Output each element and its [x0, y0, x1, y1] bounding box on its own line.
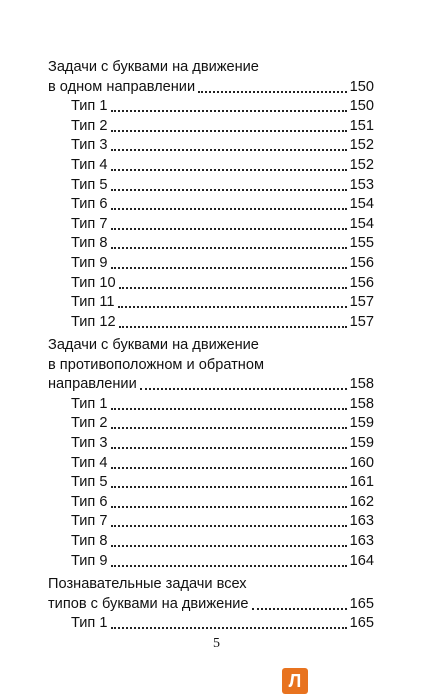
toc-entry-label: Тип 1 — [71, 98, 108, 115]
toc-entry-label: Тип 9 — [71, 552, 108, 569]
toc-entry[interactable] — [48, 156, 374, 176]
toc-section-3 — [48, 575, 374, 634]
dot-leader — [111, 552, 347, 567]
toc-entry[interactable] — [48, 375, 374, 395]
toc-entry[interactable] — [48, 473, 374, 493]
dot-leader — [111, 117, 347, 132]
dot-leader — [111, 614, 347, 629]
toc-entry-label: Тип 4 — [71, 156, 108, 173]
section-heading-line — [48, 356, 374, 376]
dot-leader — [111, 195, 347, 210]
dot-leader — [119, 274, 347, 289]
dot-leader — [198, 78, 347, 93]
toc-entry-page: 152 — [349, 156, 374, 173]
toc-entry-page: 160 — [349, 454, 374, 471]
toc-entry-page: 163 — [349, 532, 374, 549]
toc-entry[interactable] — [48, 395, 374, 415]
dot-leader — [119, 313, 347, 328]
dot-leader — [111, 512, 347, 527]
toc-entry[interactable] — [48, 136, 374, 156]
page-number: 5 — [213, 636, 220, 651]
dot-leader — [140, 375, 347, 390]
section-heading-line — [48, 575, 374, 595]
toc-entry-page: 157 — [349, 313, 374, 330]
section-heading-text: Задачи с буквами на движение — [48, 59, 259, 75]
toc-entry-page: 153 — [349, 176, 374, 193]
toc-entry[interactable] — [48, 117, 374, 137]
toc-entry-label: Тип 3 — [71, 434, 108, 451]
dot-leader — [111, 395, 347, 410]
toc-entry[interactable] — [48, 274, 374, 294]
toc-entry-page: 158 — [349, 395, 374, 412]
toc-entry-page: 157 — [349, 294, 374, 311]
toc-entry[interactable] — [48, 97, 374, 117]
toc-entry-page: 154 — [349, 215, 374, 232]
toc-entry-label: Тип 12 — [71, 313, 116, 330]
toc-entry[interactable] — [48, 493, 374, 513]
publisher-logo-icon: Л — [282, 668, 308, 694]
dot-leader — [118, 293, 347, 308]
section-heading-text: в противоположном и обратном — [48, 356, 265, 373]
toc-entry-label: Тип 9 — [71, 254, 108, 271]
toc-entry-label: в одном направлении — [48, 78, 196, 95]
toc-entry-page: 162 — [349, 493, 374, 510]
dot-leader — [111, 215, 347, 230]
section-heading-line — [48, 336, 374, 356]
dot-leader — [111, 414, 347, 429]
toc-entry-page: 156 — [349, 254, 374, 271]
section-heading-text: Задачи с буквами на движение — [48, 337, 259, 353]
toc-entry-page: 165 — [349, 595, 374, 612]
toc-entry[interactable] — [48, 614, 374, 634]
toc-entry[interactable] — [48, 293, 374, 313]
toc-entry-label: Тип 2 — [71, 117, 108, 134]
toc-section-1 — [48, 58, 374, 332]
dot-leader — [111, 493, 347, 508]
toc-entry[interactable] — [48, 532, 374, 552]
toc-entry[interactable] — [48, 414, 374, 434]
toc-entry[interactable] — [48, 176, 374, 196]
toc-entry-label: Тип 8 — [71, 532, 108, 549]
dot-leader — [111, 254, 347, 269]
toc-entry-label: Тип 3 — [71, 137, 108, 154]
toc-entry-page: 158 — [349, 376, 374, 393]
toc-entry-page: 163 — [349, 513, 374, 530]
dot-leader — [111, 176, 347, 191]
dot-leader — [111, 532, 347, 547]
toc-entry[interactable] — [48, 595, 374, 615]
toc-entry-page: 155 — [349, 235, 374, 252]
toc-entry[interactable] — [48, 552, 374, 572]
toc-entry[interactable] — [48, 512, 374, 532]
section-heading-text: Познавательные задачи всех — [48, 576, 247, 592]
dot-leader — [111, 156, 347, 171]
dot-leader — [111, 473, 347, 488]
toc-entry-label: Тип 7 — [71, 215, 108, 232]
toc-section-2 — [48, 336, 374, 571]
toc-entry-page: 161 — [349, 474, 374, 491]
dot-leader — [252, 595, 347, 610]
toc-entry-page: 159 — [349, 415, 374, 432]
toc-entry-page: 156 — [349, 274, 374, 291]
dot-leader — [111, 234, 347, 249]
toc-entry-page: 165 — [349, 615, 374, 632]
toc-entry-label: Тип 8 — [71, 235, 108, 252]
toc-entry-page: 150 — [349, 98, 374, 115]
toc-entry-page: 159 — [349, 434, 374, 451]
dot-leader — [111, 136, 347, 151]
dot-leader — [111, 454, 347, 469]
toc-entry-label: Тип 10 — [71, 274, 116, 291]
toc-entry-label: Тип 5 — [71, 474, 108, 491]
toc-entry-page: 154 — [349, 196, 374, 213]
toc-entry-label: направлении — [48, 376, 137, 393]
toc-entry[interactable] — [48, 254, 374, 274]
toc-entry[interactable] — [48, 215, 374, 235]
toc-entry[interactable] — [48, 195, 374, 215]
toc-entry-label: Тип 4 — [71, 454, 108, 471]
toc-entry[interactable] — [48, 434, 374, 454]
toc-entry-label: Тип 2 — [71, 415, 108, 432]
toc-entry[interactable] — [48, 313, 374, 333]
toc-entry[interactable] — [48, 78, 374, 98]
dot-leader — [111, 97, 347, 112]
toc-entry-label: Тип 6 — [71, 493, 108, 510]
toc-entry-page: 151 — [349, 117, 374, 134]
toc-entry[interactable] — [48, 234, 374, 254]
toc-entry-page: 150 — [349, 78, 374, 95]
toc-entry-page: 164 — [349, 552, 374, 569]
dot-leader — [111, 434, 347, 449]
toc-entry-label: Тип 5 — [71, 176, 108, 193]
toc-entry-label: Тип 7 — [71, 513, 108, 530]
toc-entry-label: типов с буквами на движение — [48, 595, 249, 612]
toc-entry-label: Тип 11 — [71, 294, 115, 311]
toc-entry-page: 152 — [349, 137, 374, 154]
section-heading-line — [48, 58, 374, 78]
toc-entry-label: Тип 1 — [71, 395, 108, 412]
toc-entry-label: Тип 1 — [71, 615, 108, 632]
toc-entry-label: Тип 6 — [71, 196, 108, 213]
toc-entry[interactable] — [48, 454, 374, 474]
